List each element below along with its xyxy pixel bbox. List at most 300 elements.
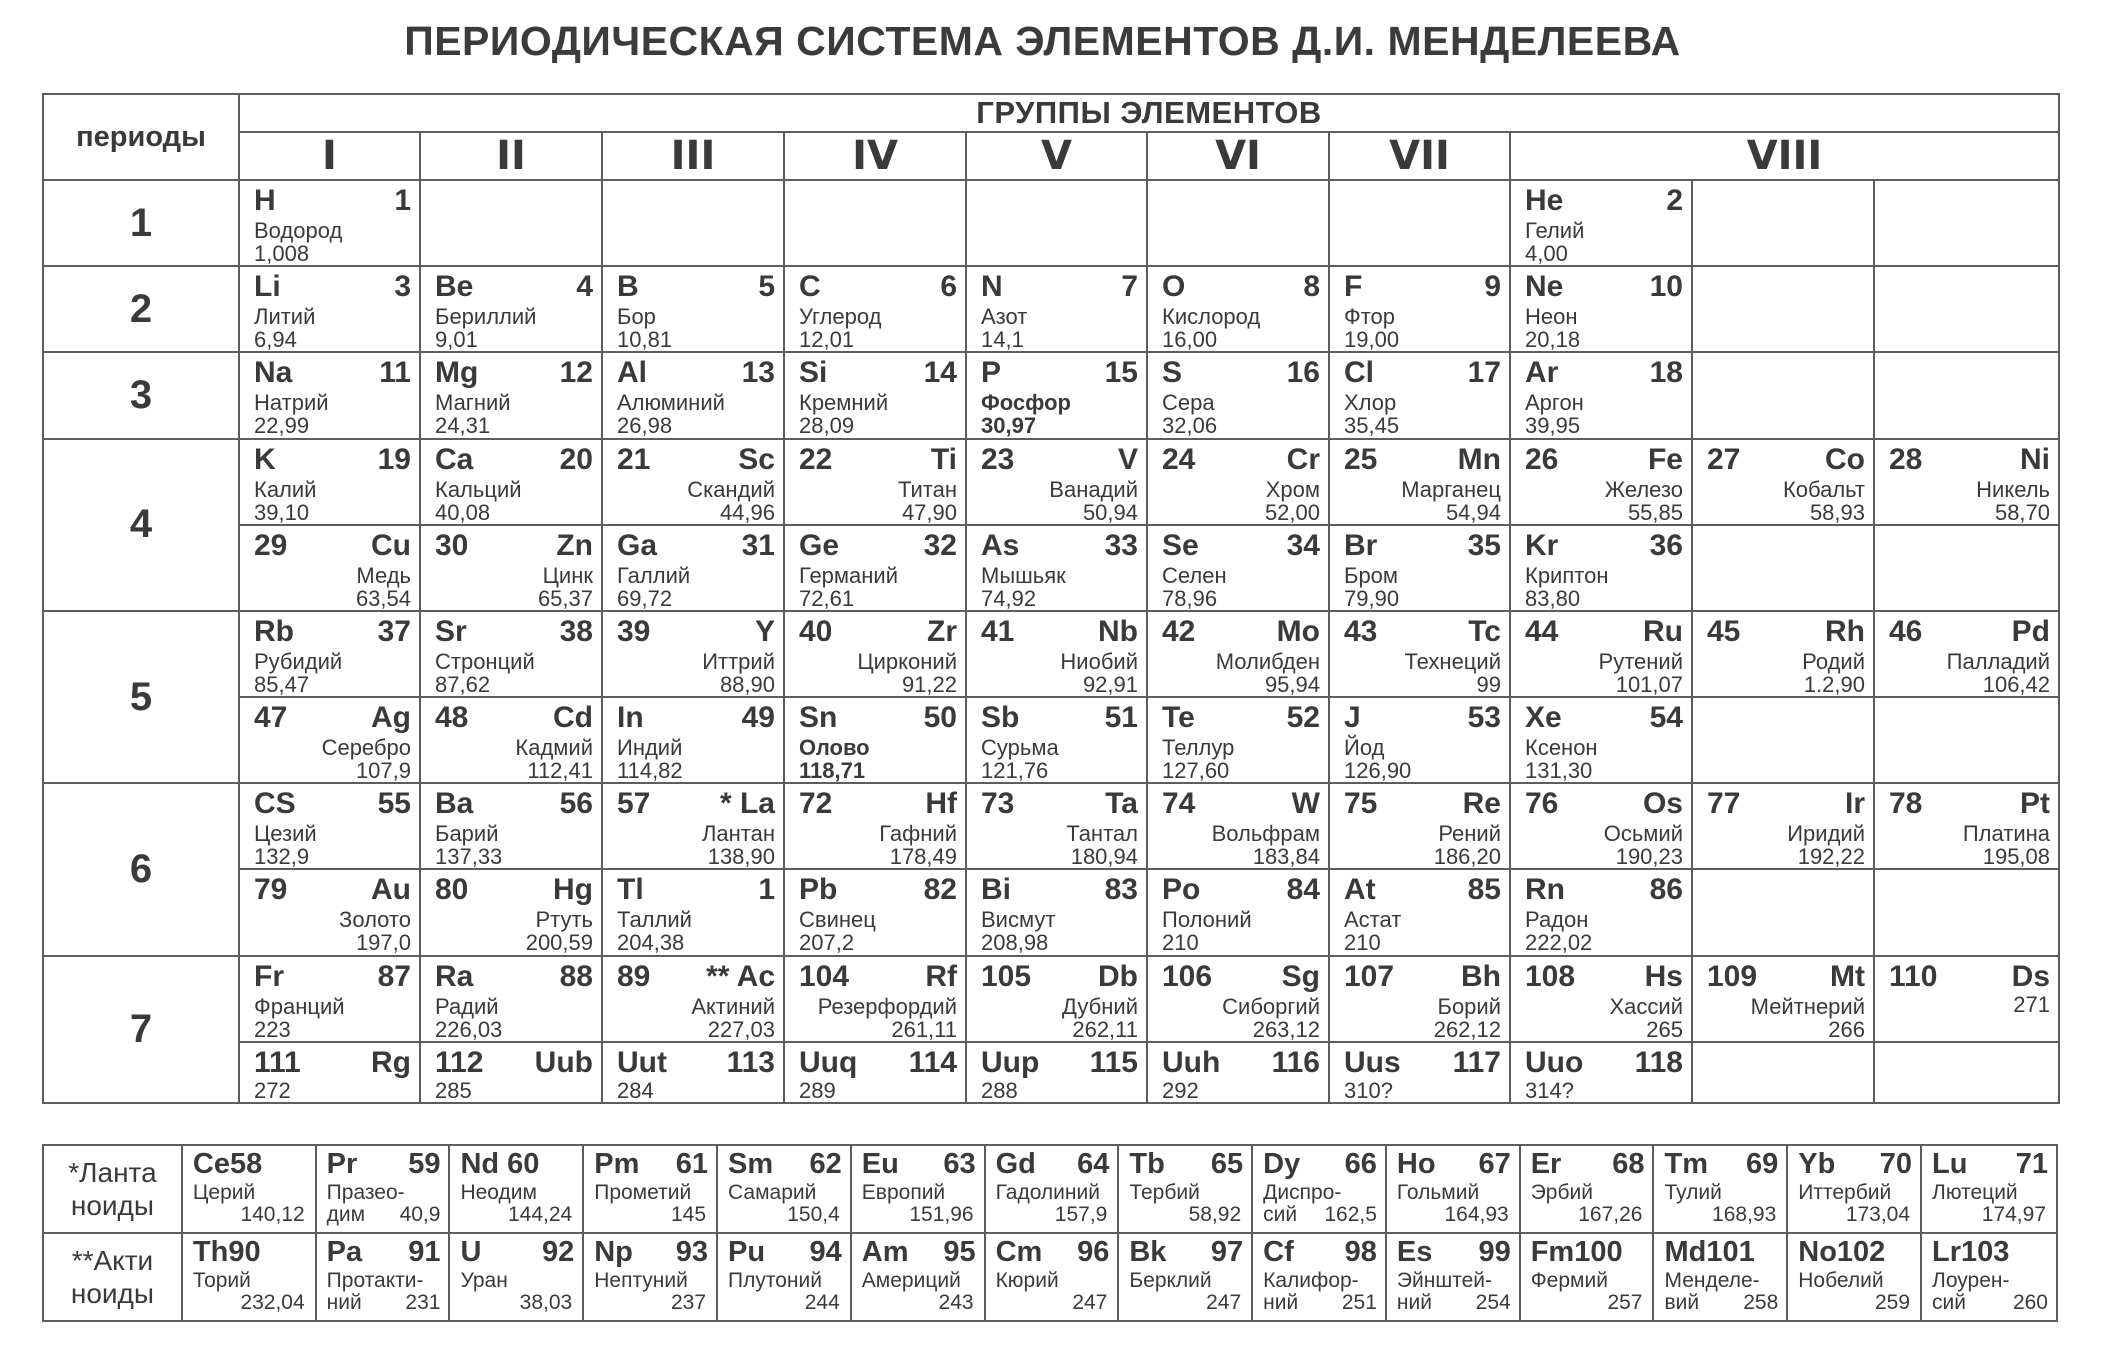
element-header-line	[1330, 440, 1509, 475]
element-header-line	[183, 1234, 315, 1267]
element-label-left: Pm	[594, 1148, 640, 1180]
element-label-right: Ds	[2011, 959, 2051, 993]
element-label-right: Zn	[556, 528, 593, 562]
element-label-left: Lr103	[1932, 1236, 2010, 1268]
element-label-left: 72	[799, 787, 833, 821]
atomic-mass: 107,9	[355, 758, 411, 784]
element-name: Уран	[460, 1269, 508, 1292]
element-cell	[1147, 783, 1329, 869]
element-header-line	[785, 612, 965, 647]
element-cell	[1147, 1042, 1329, 1103]
element-cell	[239, 352, 420, 438]
element-label-right: Ta	[1105, 787, 1138, 821]
element-header-line	[1330, 957, 1509, 992]
element-name: Золото	[339, 907, 411, 933]
element-label-right: Cu	[371, 528, 411, 562]
element-header-line	[421, 698, 601, 733]
atomic-mass: 63,54	[355, 585, 411, 611]
element-label-left: 29	[254, 528, 288, 562]
atomic-mass: 132,9	[254, 844, 310, 870]
element-name: Лантан	[701, 821, 775, 847]
element-cell	[1147, 525, 1329, 611]
element-header-line	[967, 957, 1146, 992]
element-cell	[966, 439, 1147, 525]
atomic-mass: 204,38	[617, 930, 685, 956]
element-name: Тулий	[1664, 1181, 1722, 1204]
atomic-mass: 272	[254, 1077, 291, 1103]
element-label-left: Uut	[617, 1045, 667, 1079]
element-label-right: 36	[1649, 528, 1683, 562]
element-label-right: Y	[754, 614, 775, 648]
element-label-left: 45	[1707, 614, 1741, 648]
element-header-line	[967, 784, 1146, 819]
element-label-right: Cd	[553, 701, 593, 735]
element-label-right: 65	[1210, 1148, 1244, 1180]
period-number: 6	[43, 783, 239, 955]
element-cell	[239, 956, 420, 1042]
element-cell	[239, 1042, 420, 1103]
element-name: Мейтнерий	[1750, 993, 1865, 1019]
element-label-left: N	[981, 270, 1003, 304]
element-label-left: P	[981, 356, 1002, 390]
element-cell	[1510, 869, 1692, 955]
element-header-line	[785, 440, 965, 475]
element-name: Литий	[254, 304, 316, 330]
element-header-line	[421, 526, 601, 561]
element-cell	[1147, 869, 1329, 955]
atomic-mass: 138,90	[707, 844, 775, 870]
element-name: Нобелий	[1798, 1269, 1884, 1292]
element-label-left: 39	[617, 614, 651, 648]
element-label-left: Ho	[1396, 1148, 1436, 1180]
element-label-right: Os	[1642, 787, 1683, 821]
group-header-ii: II	[420, 132, 602, 180]
period-number: 7	[43, 956, 239, 1103]
element-cell	[966, 869, 1147, 955]
period-number: 4	[43, 439, 239, 611]
element-name-mass-line	[317, 1204, 449, 1226]
element-header-line	[1511, 870, 1691, 905]
element-name-mass-line	[1654, 1292, 1786, 1314]
element-label-left: 41	[981, 614, 1015, 648]
element-label-right: 95	[943, 1236, 976, 1268]
element-label-left: Ca	[435, 442, 474, 476]
element-label-left: 43	[1344, 614, 1378, 648]
element-name: Иттербий	[1798, 1181, 1892, 1204]
element-label-left: 74	[1162, 787, 1196, 821]
element-header-line	[785, 1043, 965, 1078]
element-cell	[1329, 1042, 1510, 1103]
element-name: Гелий	[1525, 218, 1585, 243]
element-label-right: 37	[377, 614, 411, 648]
element-label-right: 91	[408, 1236, 441, 1268]
atomic-mass: 223	[254, 1016, 291, 1042]
element-name: Натрий	[254, 390, 329, 416]
element-header-line	[421, 870, 601, 905]
element-header-line	[1330, 870, 1509, 905]
label-line: *Ланта	[68, 1157, 157, 1188]
element-label-left: Uus	[1344, 1045, 1401, 1079]
element-header-line	[240, 957, 419, 992]
element-header-line	[1330, 612, 1509, 647]
element-name: Сурьма	[981, 735, 1059, 761]
element-header-line	[967, 612, 1146, 647]
element-name-continued: сий	[1932, 1291, 1967, 1314]
element-cell	[1921, 1233, 2057, 1321]
element-header-line	[240, 181, 419, 216]
atomic-mass: 6,94	[254, 327, 297, 353]
element-name: Осьмий	[1603, 821, 1683, 847]
element-label-left: Rb	[254, 614, 294, 648]
atomic-mass: 232,04	[240, 1291, 305, 1314]
element-name: Титан	[898, 476, 957, 502]
element-header-line	[1511, 784, 1691, 819]
period-number: 2	[43, 266, 239, 352]
element-name: Криптон	[1525, 562, 1609, 588]
element-label-left: Be	[435, 270, 474, 304]
element-label-left: Pb	[799, 873, 838, 907]
atomic-mass: 144,24	[508, 1203, 573, 1226]
element-cell	[1329, 266, 1510, 352]
element-cell	[1874, 611, 2059, 697]
element-name: Радий	[435, 993, 499, 1019]
atomic-mass: 72,61	[799, 585, 855, 611]
element-label-left: Uup	[981, 1045, 1040, 1079]
element-label-left: S	[1162, 356, 1183, 390]
element-label-left: Pa	[326, 1236, 363, 1268]
atomic-mass: 28,09	[799, 413, 855, 439]
element-header-line	[1253, 1234, 1385, 1267]
atomic-mass: 58,93	[1809, 499, 1865, 525]
element-cell	[1386, 1233, 1520, 1321]
element-header-line	[1654, 1146, 1786, 1179]
atomic-mass: 58,92	[1188, 1203, 1242, 1226]
element-name-continued: вий	[1664, 1291, 1700, 1314]
period-number: 1	[43, 180, 239, 266]
empty-cell	[1874, 525, 2059, 611]
element-name: Самарий	[728, 1181, 817, 1204]
atomic-mass: 197,0	[355, 930, 411, 956]
element-cell	[1252, 1233, 1386, 1321]
element-label-right: 85	[1467, 873, 1501, 907]
element-header-line	[240, 870, 419, 905]
element-cell	[1329, 783, 1510, 869]
atomic-mass: 65,37	[537, 585, 593, 611]
element-label-right: 88	[559, 959, 593, 993]
element-header-line	[1875, 957, 2058, 992]
element-name: Астат	[1344, 907, 1402, 933]
atomic-mass: 1.2,90	[1803, 671, 1865, 697]
element-header-line	[1788, 1234, 1920, 1267]
element-cell	[966, 1042, 1147, 1103]
element-label-left: Sr	[435, 614, 467, 648]
element-cell	[1520, 1233, 1654, 1321]
element-label-left: 75	[1344, 787, 1378, 821]
element-label-left: Ga	[617, 528, 658, 562]
element-header-line	[1330, 698, 1509, 733]
element-label-left: Bk	[1129, 1236, 1167, 1268]
table-row	[43, 611, 2059, 697]
actinides-label	[43, 1233, 182, 1321]
atomic-mass: 87,62	[435, 671, 491, 697]
element-label-left: 79	[254, 873, 288, 907]
element-label-right: 2	[1666, 184, 1683, 217]
element-label-left: C	[799, 270, 821, 304]
element-name: Борий	[1437, 993, 1501, 1019]
element-label-right: Mn	[1457, 442, 1501, 476]
element-header-line	[1511, 440, 1691, 475]
atomic-mass: 192,22	[1797, 844, 1865, 870]
element-label-right: Ir	[1844, 787, 1865, 821]
element-header-line	[421, 267, 601, 302]
element-label-left: Tb	[1129, 1148, 1165, 1180]
element-name-mass-line	[1253, 1292, 1385, 1314]
element-cell	[1692, 956, 1874, 1042]
empty-cell	[966, 180, 1147, 266]
element-label-left: 73	[981, 787, 1015, 821]
element-cell	[784, 697, 966, 783]
element-label-right: 64	[1077, 1148, 1110, 1180]
element-label-right: 53	[1467, 701, 1501, 735]
element-header-line	[1387, 1146, 1519, 1179]
element-name: Франций	[254, 993, 345, 1019]
element-cell	[602, 439, 784, 525]
element-label-right: 56	[559, 787, 593, 821]
element-label-left: Ar	[1525, 356, 1559, 390]
atomic-mass: 26,98	[617, 413, 673, 439]
element-label-right: 63	[943, 1148, 976, 1180]
element-header-line	[1148, 267, 1328, 302]
element-label-right: Pt	[2020, 787, 2051, 821]
element-cell	[1147, 611, 1329, 697]
element-label-right: Zr	[927, 614, 957, 648]
element-label-left: Am	[861, 1236, 909, 1268]
actinides-row	[43, 1233, 2057, 1321]
atomic-mass: 12,01	[799, 327, 855, 353]
atomic-mass: 227,03	[707, 1016, 775, 1042]
atomic-mass: 289	[799, 1077, 836, 1103]
element-name: Свинец	[799, 907, 876, 933]
element-header-line	[967, 698, 1146, 733]
atomic-mass: 145	[670, 1203, 707, 1226]
element-label-right: 14	[923, 356, 957, 390]
element-name: Серебро	[321, 735, 411, 761]
element-header-line	[240, 784, 419, 819]
element-label-left: 78	[1889, 787, 1923, 821]
element-header-line	[317, 1234, 449, 1267]
element-label-left: He	[1525, 184, 1564, 217]
element-label-left: 109	[1707, 959, 1758, 993]
element-label-right: Rg	[371, 1045, 411, 1079]
element-header-line	[450, 1234, 582, 1267]
atomic-mass: 10,81	[617, 327, 673, 353]
element-label-left: At	[1344, 873, 1376, 907]
element-cell	[1329, 697, 1510, 783]
element-cell	[1510, 1042, 1692, 1103]
element-label-right: Tc	[1468, 614, 1501, 648]
element-header-line	[421, 353, 601, 388]
empty-cell	[420, 180, 602, 266]
element-name: Ванадий	[1049, 476, 1138, 502]
element-name: Плутоний	[728, 1269, 822, 1292]
element-label-right: 35	[1467, 528, 1501, 562]
element-label-right: Uub	[534, 1045, 593, 1079]
empty-cell	[784, 180, 966, 266]
element-name: Селен	[1162, 562, 1227, 588]
atomic-mass: 92,91	[1082, 671, 1138, 697]
element-label-left: 30	[435, 528, 469, 562]
element-label-left: Si	[799, 356, 828, 390]
element-label-right: 18	[1649, 356, 1683, 390]
element-cell	[420, 611, 602, 697]
element-header-line	[240, 1043, 419, 1078]
element-label-right: 118	[1634, 1045, 1683, 1079]
element-label-right: Au	[371, 873, 411, 907]
label-line: ноиды	[70, 1278, 155, 1309]
atomic-mass: 112,41	[527, 758, 593, 784]
atomic-mass: 118,71	[799, 758, 866, 784]
element-cell	[1874, 783, 2059, 869]
element-header-line	[421, 784, 601, 819]
element-label-right: 3	[394, 270, 411, 304]
element-header-line	[967, 526, 1146, 561]
element-label-right: 10	[1649, 270, 1683, 304]
element-label-left: Pu	[728, 1236, 766, 1268]
element-name: Празео-	[326, 1181, 405, 1204]
element-label-left: Nd 60	[460, 1148, 540, 1180]
element-header-line	[421, 440, 601, 475]
element-header-line	[240, 267, 419, 302]
element-header-line	[1693, 440, 1873, 475]
element-header-line	[1119, 1234, 1251, 1267]
element-header-line	[450, 1146, 582, 1179]
atomic-mass: 292	[1162, 1077, 1199, 1103]
element-header-line	[1253, 1146, 1385, 1179]
element-cell	[316, 1233, 450, 1321]
element-label-left: Er	[1530, 1148, 1562, 1180]
element-header-line	[785, 784, 965, 819]
atomic-mass: 40,9	[399, 1203, 441, 1226]
element-label-left: 89	[617, 959, 651, 993]
element-label-right: 13	[741, 356, 775, 390]
element-cell	[717, 1145, 851, 1233]
element-header-line	[421, 957, 601, 992]
atomic-mass: 150,4	[787, 1203, 840, 1226]
element-label-left: Kr	[1525, 528, 1559, 562]
element-name-continued: сий	[1263, 1203, 1298, 1226]
element-label-left: Dy	[1263, 1148, 1301, 1180]
element-name: Актиний	[691, 993, 775, 1019]
element-label-left: Te	[1162, 701, 1195, 735]
element-name: Марганец	[1401, 476, 1501, 502]
element-name: Азот	[981, 304, 1028, 330]
atomic-mass: 20,18	[1525, 327, 1581, 353]
element-name: Кальций	[435, 476, 522, 502]
atomic-mass: 261,11	[891, 1016, 957, 1042]
element-header-line	[1148, 698, 1328, 733]
element-name: Радон	[1525, 907, 1589, 933]
atomic-mass: 39,10	[254, 499, 310, 525]
table-row	[43, 352, 2059, 438]
empty-cell	[1692, 180, 1874, 266]
element-cell	[1329, 611, 1510, 697]
group-header-vi: VI	[1147, 132, 1329, 180]
element-header-line	[603, 698, 783, 733]
atomic-mass: 259	[1875, 1291, 1911, 1314]
element-name: Неон	[1525, 304, 1578, 330]
atomic-mass: 85,47	[254, 671, 310, 697]
element-header-line	[1119, 1146, 1251, 1179]
atomic-mass: 114,82	[617, 758, 683, 784]
element-cell	[602, 525, 784, 611]
element-label-right: 116	[1271, 1045, 1320, 1079]
element-header-line	[785, 870, 965, 905]
element-cell	[966, 611, 1147, 697]
element-label-right: 4	[576, 270, 593, 304]
atomic-mass: 157,9	[1054, 1203, 1108, 1226]
group-header-iv: IV	[784, 132, 966, 180]
element-label-right: Rh	[1825, 614, 1865, 648]
element-name: Бром	[1344, 562, 1399, 588]
table-row	[43, 180, 2059, 266]
element-header-line	[1511, 698, 1691, 733]
element-cell	[1252, 1145, 1386, 1233]
element-label-right: Cr	[1286, 442, 1320, 476]
atomic-mass: 22,99	[254, 413, 310, 439]
element-name: Железо	[1604, 476, 1683, 502]
element-label-left: 28	[1889, 442, 1923, 476]
element-cell	[1692, 611, 1874, 697]
atomic-mass: 257	[1607, 1291, 1643, 1314]
element-name: Йод	[1344, 735, 1385, 761]
element-header-line	[1148, 870, 1328, 905]
atomic-mass: 69,72	[617, 585, 673, 611]
element-label-right: 69	[1746, 1148, 1779, 1180]
table-row	[43, 439, 2059, 525]
element-name: Гафний	[879, 821, 957, 847]
group-header-v: V	[966, 132, 1147, 180]
empty-cell	[1692, 266, 1874, 352]
element-label-right: 86	[1649, 873, 1683, 907]
atomic-mass: 260	[2012, 1291, 2048, 1314]
element-name: Цинк	[542, 562, 593, 588]
atomic-mass: 173,04	[1845, 1203, 1911, 1226]
element-label-left: 106	[1162, 959, 1213, 993]
atomic-mass: 127,60	[1162, 758, 1230, 784]
element-header-line	[986, 1146, 1118, 1179]
element-label-right: Ag	[371, 701, 411, 735]
element-cell	[966, 697, 1147, 783]
element-label-left: Pr	[326, 1148, 358, 1180]
element-label-right: 87	[377, 959, 411, 993]
element-label-right: 82	[923, 873, 957, 907]
element-cell	[1510, 439, 1692, 525]
element-label-left: 23	[981, 442, 1015, 476]
element-name: Рутений	[1598, 648, 1683, 674]
element-name-mass-line	[317, 1292, 449, 1314]
element-label-left: No102	[1798, 1236, 1886, 1268]
element-cell	[1118, 1145, 1252, 1233]
element-header-line	[1330, 267, 1509, 302]
element-label-left: Uuq	[799, 1045, 858, 1079]
element-header-line	[603, 784, 783, 819]
table-row	[43, 1042, 2059, 1103]
element-label-right: Pd	[2011, 614, 2051, 648]
element-name: Берклий	[1129, 1269, 1212, 1292]
atomic-mass: 254	[1475, 1291, 1511, 1314]
element-name: Вольфрам	[1211, 821, 1320, 847]
element-cell	[1653, 1145, 1787, 1233]
